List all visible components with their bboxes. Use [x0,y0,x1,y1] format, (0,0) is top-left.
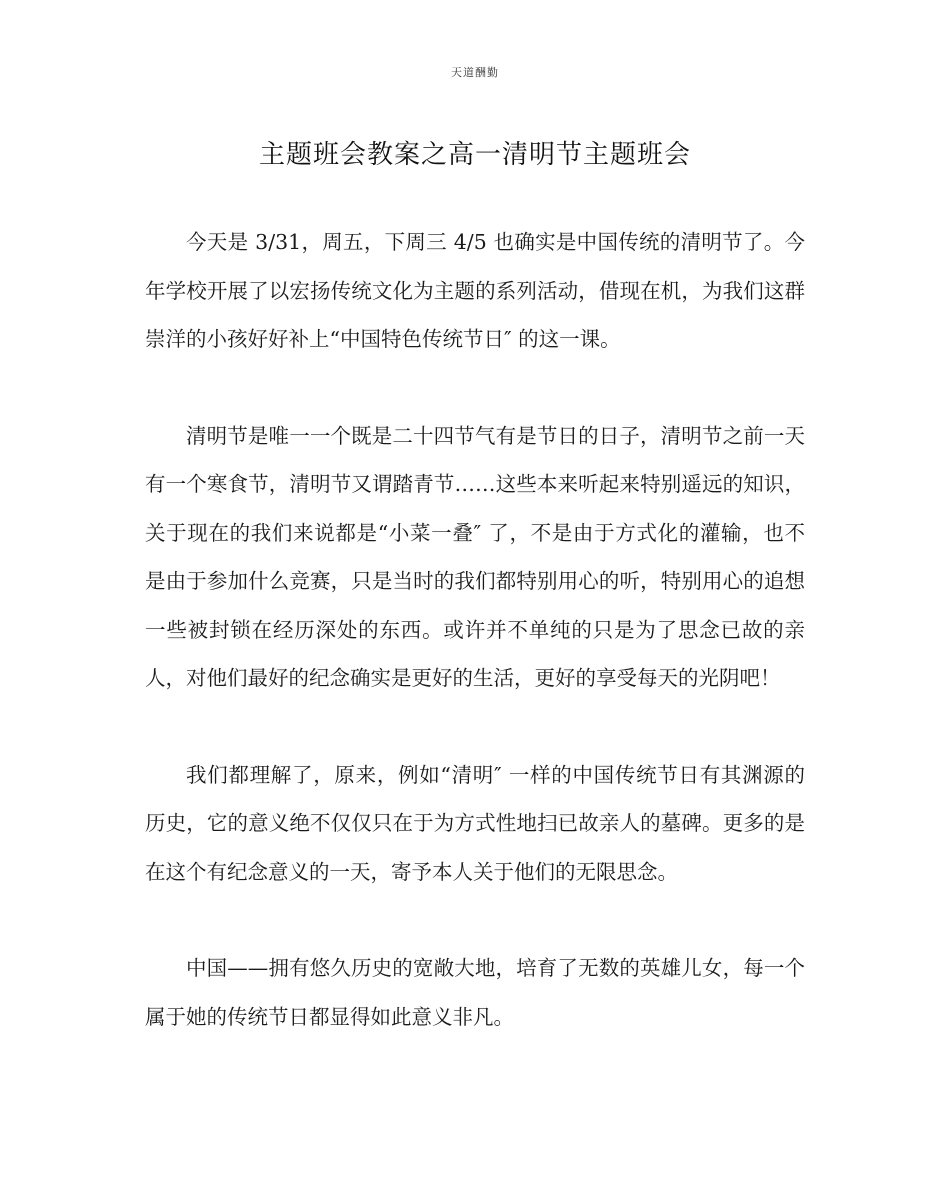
paragraph: 我们都理解了，原来，例如“清明″ 一样的中国传统节日有其渊源的历史，它的意义绝不仅仅只在于为方式性地扫已故亲人的墓碑。更多的是在这个有纪念意义的一天，寄予本人关于他们的无限思念。 [145,762,805,884]
document-body [145,218,805,1089]
paragraph: 清明节是唯一一个既是二十四节气有是节日的日子，清明节之前一天有一个寒食节，清明节又谓踏青节……这些本来听起来特别遥远的知识，关于现在的我们来说都是“小菜一叠″ 了，不是由于方式化的灌输，也不是由于参加什么竞赛，只是当时的我们都特别用心的听，特别用心的追想一些被封锁在经历深处的东西。或许并不单纯的只是为了思念已故的亲人，对他们最好的纪念确实是更好的生活，更好的享受每天的光阴吧！ [145,423,805,690]
paragraph: 中国——拥有悠久历史的宽敞大地，培育了无数的英雄儿女，每一个属于她的传统节日都显得如此意义非凡。 [145,956,805,1029]
page-header: 天道酬勤 [451,66,499,79]
paragraph: 今天是 3/31，周五，下周三 4/5 也确实是中国传统的清明节了。今年学校开展了以宏扬传统文化为主题的系列活动，借现在机，为我们这群崇洋的小孩好好补上“中国特色传统节日″ 的这一课。 [145,230,805,351]
document-title: 主题班会教案之高一清明节主题班会 [258,140,691,170]
